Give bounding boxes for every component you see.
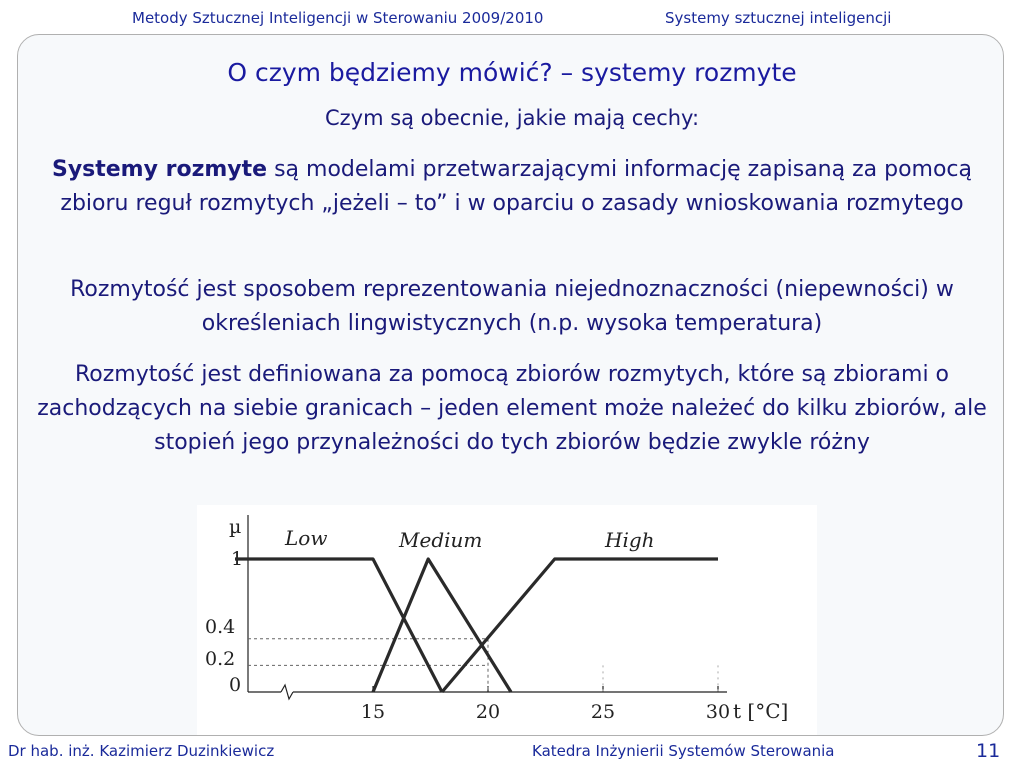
membership-high (442, 559, 718, 692)
x-tick-label: 20 (475, 701, 501, 723)
membership-low (235, 559, 442, 692)
slide-subtitle: Czym są obecnie, jakie mają cechy: (324, 106, 700, 130)
slide-header (0, 0, 1024, 34)
x-tick-label: 15 (360, 701, 386, 723)
set-label-low: Low (285, 526, 328, 550)
membership-functions (235, 559, 718, 692)
y-tick-label: 0.4 (205, 616, 236, 638)
y-tick-label: 0 (229, 674, 242, 696)
paragraph-definition (28, 153, 996, 221)
slide-title: O czym będziemy mówić? – systemy rozmyte (227, 58, 797, 87)
term-fuzzy-systems: Systemy rozmyte (51, 157, 268, 182)
set-label-high: High (605, 528, 655, 552)
set-label-medium: Medium (399, 528, 483, 552)
axis-break-icon (281, 685, 293, 699)
membership-medium (373, 559, 511, 692)
x-tick-label: 25 (590, 701, 616, 723)
paragraph-fuzziness: Rozmytość jest sposobem reprezentowania niejednoznaczności (niepewności) w określeniach lingwistycznych (n.p. wysoka temperatura) (70, 277, 954, 336)
page-number: 11 (976, 740, 1001, 762)
y-axis-label: µ (229, 516, 242, 538)
y-tick-label: 1 (231, 548, 244, 570)
footer-author: Dr hab. inż. Kazimierz Duzinkiewicz (8, 742, 275, 760)
set-labels (284, 526, 655, 552)
membership-diagram (197, 505, 817, 735)
x-axis-label: t [°C] (733, 699, 789, 723)
definition-text: są modelami przetwarzającymi informację zapisaną za pomocą zbioru reguł rozmytych „jeżeli – to” i w oparciu o zasady wnioskowania rozmytego (60, 157, 973, 216)
y-tick-label: 0.2 (205, 648, 236, 670)
course-title: Metody Sztucznej Inteligencji w Sterowaniu 2009/2010 (132, 9, 544, 27)
paragraph-fuzzy-sets: Rozmytość jest definiowana za pomocą zbiorów rozmytych, które są zbiorami o zachodzących na siebie granicach – jeden element może należeć do kilku zbiorów, ale stopień jego przynależności do tych zbiorów będzie zwykle różny (37, 362, 987, 455)
membership-svg (197, 505, 817, 735)
section-title: Systemy sztucznej inteligencji (665, 9, 892, 27)
footer-department: Katedra Inżynierii Systemów Sterowania (532, 742, 835, 760)
x-tick-label: 30 (705, 701, 731, 723)
